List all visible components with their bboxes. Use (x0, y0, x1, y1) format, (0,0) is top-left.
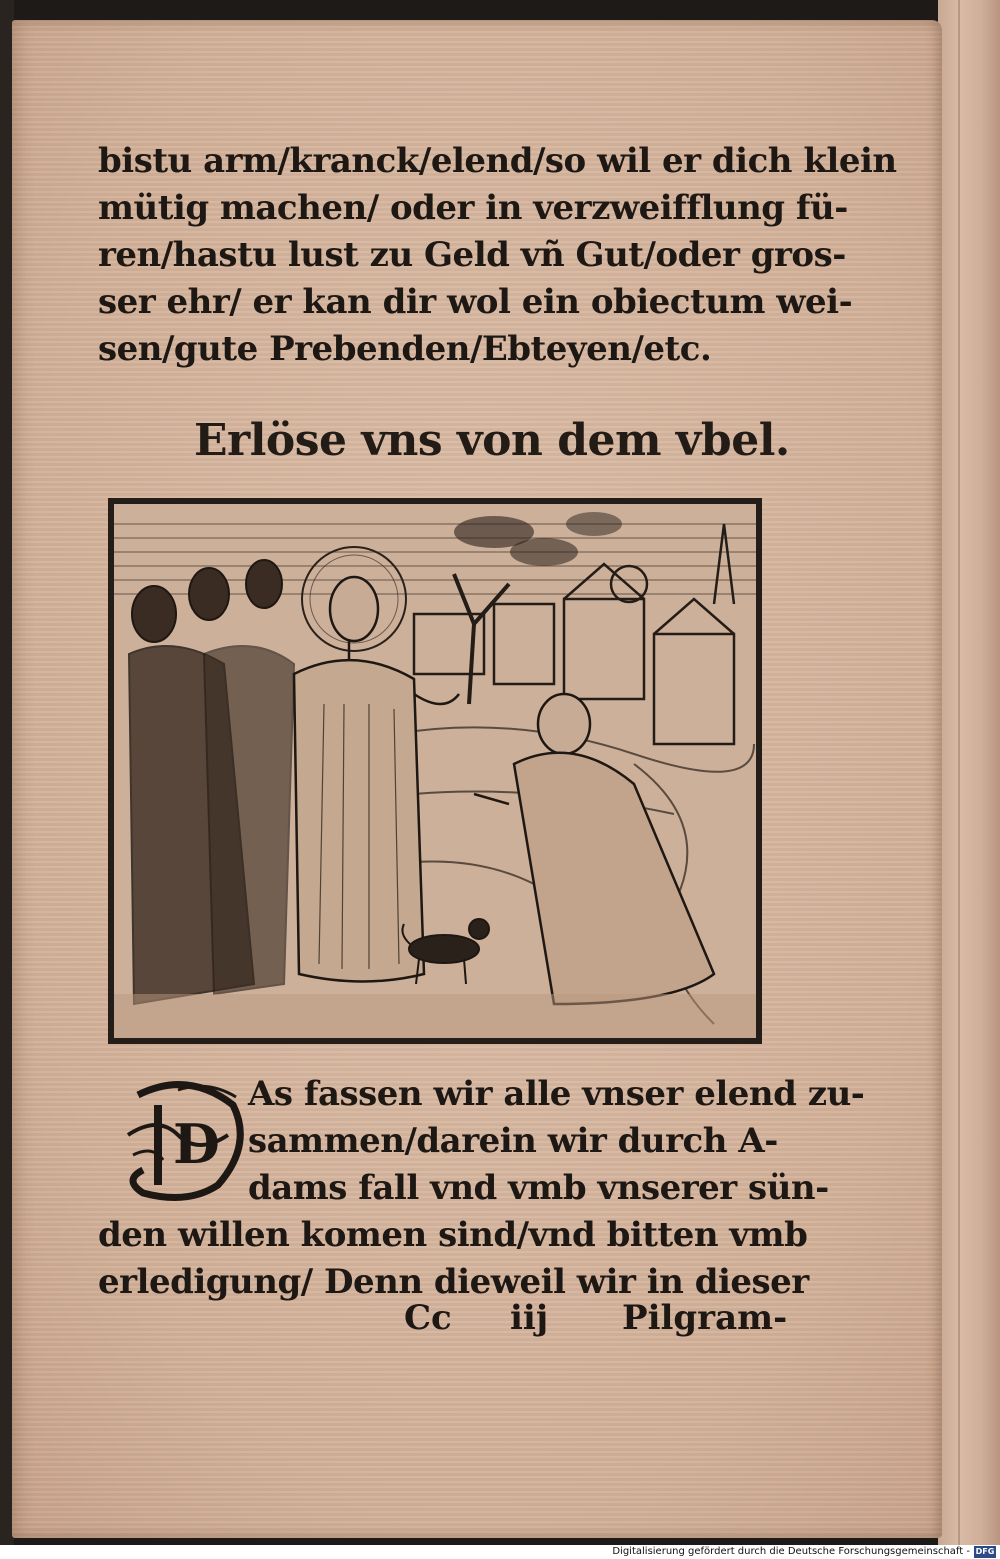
kneeling-figure (474, 694, 714, 1004)
book-page-edges (938, 0, 1000, 1545)
text-line: As fassen wir alle vnser elend zu- (248, 1074, 865, 1114)
book-page (12, 20, 942, 1538)
initial-letter: D (173, 1112, 220, 1176)
text-line: mütig machen/ oder in verzweifflung fü- (98, 188, 848, 228)
text-line: sammen/darein wir durch A- (248, 1121, 778, 1161)
dfg-logo: DFG (975, 1547, 995, 1556)
top-text-block (98, 138, 897, 373)
catchword: Pilgram- (622, 1298, 788, 1338)
text-line: sen/gute Prebenden/Ebteyen/etc. (98, 329, 712, 369)
body-text-block (98, 1071, 865, 1306)
text-line: erledigung/ Denn dieweil wir in dieser (98, 1262, 809, 1302)
woodcut-illustration (108, 498, 762, 1044)
text-line: den willen komen sind/vnd bitten vmb (98, 1215, 808, 1255)
apostles (129, 560, 294, 1004)
section-heading: Erlöse vns von dem vbel. (194, 415, 790, 466)
signature-number: iij (510, 1298, 549, 1338)
text-line: bistu arm/kranck/elend/so wil er dich klein (98, 141, 897, 181)
woodcut-scene (114, 504, 756, 1038)
clouds (454, 512, 622, 566)
digitization-credit: Digitalisierung gefördert durch die Deutsche Forschungsgemeinschaft - (612, 1546, 970, 1557)
text-line: ren/hastu lust zu Geld vñ Gut/oder gros- (98, 235, 846, 275)
text-line: dams fall vnd vmb vnserer sün- (248, 1168, 829, 1208)
signature-mark: Cc (404, 1298, 452, 1338)
page-footer (98, 1298, 788, 1348)
text-line: ser ehr/ er kan dir wol ein obiectum wei- (98, 282, 853, 322)
